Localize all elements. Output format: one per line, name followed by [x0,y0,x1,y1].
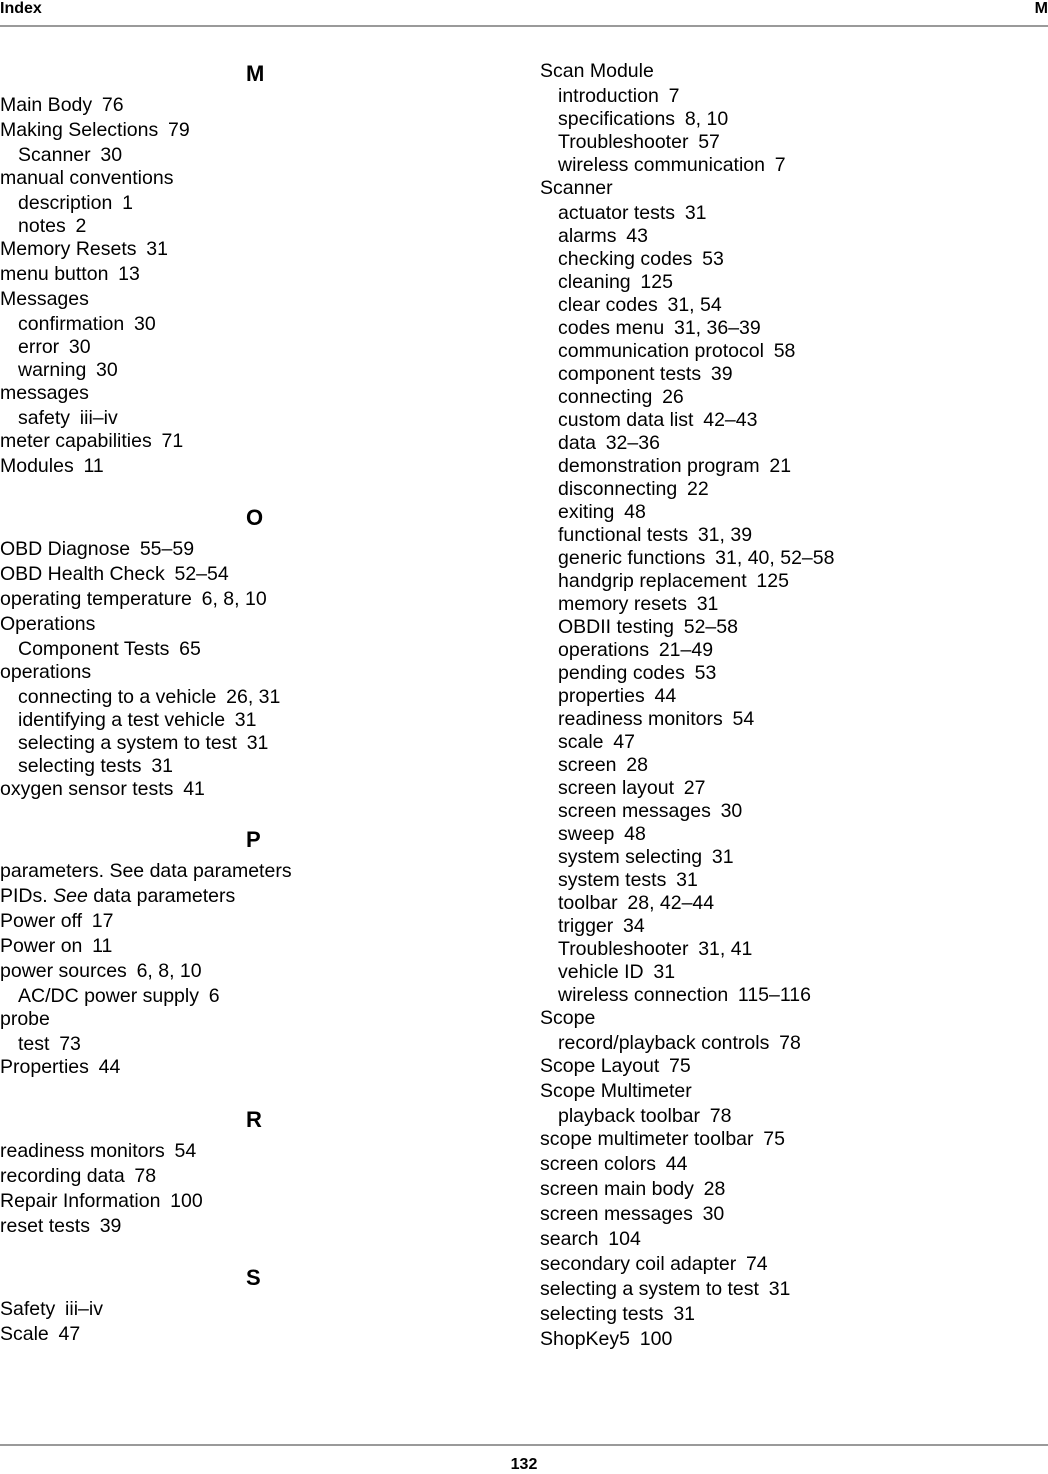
section-letter: O [246,505,264,530]
entry-pages: 75 [669,1055,691,1077]
entry-term: operations [558,639,650,661]
entry-term: introduction [558,85,659,107]
entry-pages: 48 [624,501,646,523]
index-subentry [558,639,713,662]
entry-pages: 54 [174,1140,197,1162]
entry-term: disconnecting [558,478,678,500]
entry-pages: 75 [763,1128,785,1150]
entry-pages: 30 [702,1203,725,1225]
index-subentry [558,271,673,294]
entry-term: recording data [0,1165,125,1187]
entry-term: confirmation [18,313,125,335]
index-subentry [558,202,707,225]
entry-pages: 27 [683,777,706,799]
entry-pages: 11 [83,455,104,477]
entry-pages: iii–iv [65,1298,103,1320]
index-subentry [558,524,752,547]
footer-rule [0,1444,1048,1446]
entry-term: playback toolbar [558,1105,701,1127]
entry-term: actuator tests [558,202,676,224]
entry-term: connecting to a vehicle [18,686,217,708]
entry-term: Main Body [0,94,93,116]
entry-term: system tests [558,869,667,891]
entry-term: clear codes [558,294,658,316]
index-subentry [558,317,761,340]
index-entry [540,1303,695,1326]
entry-term: warning [18,359,87,381]
entry-term: secondary coil adapter [540,1253,737,1275]
entry-term: screen colors [540,1153,656,1175]
entry-pages: 78 [709,1105,732,1127]
index-subentry [558,708,754,731]
page-header-title: Index [0,0,42,17]
index-subentry [558,85,679,108]
see-reference: See [53,885,88,907]
entry-pages: 44 [98,1056,121,1078]
index-subentry [558,961,675,984]
entry-term: screen [558,754,617,776]
entry-pages: 74 [745,1253,768,1275]
index-subentry [558,432,660,455]
index-entry [540,1055,691,1078]
entry-pages: 31 [768,1278,791,1300]
entry-pages: 31 [246,732,269,754]
entry-term: screen messages [558,800,711,822]
entry-pages: 30 [96,359,118,381]
index-subentry [558,501,646,524]
index-subentry [558,823,646,846]
entry-pages: 13 [118,263,140,285]
entry-pages: 100 [170,1190,203,1212]
entry-term: communication protocol [558,340,764,362]
entry-term: readiness monitors [558,708,723,730]
entry-term: properties [558,685,645,707]
index-subentry [558,662,716,685]
entry-term: custom data list [558,409,694,431]
entry-term: description [18,192,113,214]
entry-term: connecting [558,386,653,408]
index-subentry [558,616,738,639]
entry-pages: 55–59 [139,538,195,560]
entry-pages: 65 [179,638,201,660]
entry-term: OBD Health Check [0,563,165,585]
entry-pages: 31 [696,593,719,615]
entry-term: functional tests [558,524,689,546]
page-number: 132 [510,1456,538,1473]
entry-term: Component Tests [18,638,170,660]
entry-term: oxygen sensor tests [0,778,174,800]
entry-term: exiting [558,501,615,523]
entry-term: Properties [0,1056,89,1078]
entry-pages: 31, 40, 52–58 [715,547,835,569]
entry-pages: 73 [59,1033,81,1055]
entry-pages: 28, 42–44 [627,892,715,914]
entry-term: screen messages [540,1203,693,1225]
entry-term: screen main body [540,1178,694,1200]
entry-pages: 104 [608,1228,641,1250]
index-subentry [558,363,733,386]
entry-pages: 6, 8, 10 [136,960,202,982]
entry-pages: 7 [668,85,680,107]
entry-term: wireless communication [558,154,765,176]
entry-pages: 6 [208,985,220,1007]
index-subentry [558,915,645,938]
entry-pages: 28 [626,754,648,776]
entry-pages: 54 [732,708,755,730]
entry-term: notes [18,215,66,237]
index-entry [540,1278,790,1301]
entry-pages: 22 [687,478,709,500]
index-entry [540,1328,672,1351]
index-subentry [558,892,714,915]
entry-pages: 79 [168,119,190,141]
index-entry [540,1080,692,1103]
entry-term: selecting tests [18,755,142,777]
entry-pages: 7 [774,154,786,176]
entry-pages: 8, 10 [684,108,729,130]
entry-term: Scale [0,1323,49,1345]
entry-pages: 78 [134,1165,157,1187]
index-subentry [558,846,734,869]
entry-pages: 125 [640,271,673,293]
entry-term: Power on [0,935,83,957]
index-subentry [558,800,742,823]
entry-term: screen layout [558,777,674,799]
index-entry [540,1007,595,1030]
entry-term: identifying a test vehicle [18,709,226,731]
index-subentry [558,455,791,478]
entry-term: OBD Diagnose [0,538,131,560]
entry-pages: 31 [673,1303,696,1325]
entry-pages: 43 [626,225,648,247]
entry-pages: 31 [684,202,707,224]
section-letter: M [246,61,265,86]
entry-term: selecting tests [540,1303,664,1325]
entry-pages: 71 [161,430,184,452]
entry-term: demonstration program [558,455,760,477]
entry-term: error [18,336,60,358]
entry-pages: 31 [234,709,257,731]
entry-term: Troubleshooter [558,938,689,960]
entry-term: scale [558,731,604,753]
entry-pages: 44 [654,685,677,707]
entry-term: readiness monitors [0,1140,165,1162]
index-subentry [558,340,795,363]
entry-term: test [18,1033,50,1055]
entry-pages: 53 [694,662,717,684]
entry-pages: 39 [710,363,733,385]
index-subentry [558,547,834,570]
index-subentry [558,731,635,754]
see-target: data parameters [93,885,236,907]
entry-pages: 52–54 [174,563,229,585]
entry-term: generic functions [558,547,706,569]
index-entry [540,1228,641,1251]
entry-term: wireless connection [558,984,729,1006]
index-subentry [558,685,676,708]
index-entry [540,1203,724,1226]
entry-term: Scope Multimeter [540,1080,692,1102]
entry-pages: 31, 39 [697,524,753,546]
entry-term: search [540,1228,599,1250]
entry-term: record/playback controls [558,1032,770,1054]
section-letter: S [246,1265,261,1290]
index-subentry [558,1105,731,1128]
entry-pages: 31 [711,846,734,868]
entry-term: trigger [558,915,614,937]
entry-term: Scanner [18,144,91,166]
entry-term: codes menu [558,317,665,339]
index-subentry [558,869,698,892]
entry-pages: 26 [662,386,684,408]
entry-term: pending codes [558,662,685,684]
entry-term: Operations [0,613,96,635]
entry-term: Scan Module [540,60,654,82]
index-subentry [558,777,705,800]
entry-term: memory resets [558,593,687,615]
entry-term: Scope Layout [540,1055,660,1077]
entry-pages: 57 [698,131,720,153]
entry-pages: 11 [92,935,113,957]
index-subentry [558,108,728,131]
entry-term: Scope [540,1007,596,1029]
index-subentry [558,570,789,593]
entry-pages: iii–iv [79,407,118,429]
section-letter: P [246,827,261,852]
entry-term: toolbar [558,892,618,914]
entry-term: handgrip replacement [558,570,747,592]
index-subentry [558,225,648,248]
index-subentry [558,409,757,432]
entry-pages: 21–49 [658,639,714,661]
entry-term: alarms [558,225,617,247]
entry-term: Modules [0,455,74,477]
entry-pages: 1 [122,192,133,214]
entry-pages: 34 [623,915,645,937]
entry-pages: 31 [653,961,676,983]
entry-pages: 26, 31 [226,686,281,708]
entry-pages: 21 [769,455,792,477]
index-subentry [558,154,786,177]
entry-pages: 41 [183,778,205,800]
entry-pages: 47 [613,731,635,753]
entry-pages: 2 [75,215,87,237]
entry-term: messages [0,382,89,404]
entry-term: scope multimeter toolbar [540,1128,754,1150]
entry-pages: 42–43 [703,409,758,431]
entry-pages: 52–58 [683,616,738,638]
entry-term: Power off [0,910,83,932]
index-subentry [558,131,720,154]
entry-term: selecting a system to test [540,1278,759,1300]
entry-term: power sources [0,960,127,982]
entry-pages: 30 [133,313,156,335]
entry-pages: 31 [151,755,174,777]
index-entry [540,1153,687,1176]
entry-pages: 31 [146,238,168,260]
entry-term: Scanner [540,177,613,199]
entry-term: PIDs. [0,885,48,907]
index-subentry [558,294,722,317]
entry-pages: 30 [720,800,743,822]
entry-term: system selecting [558,846,703,868]
index-subentry [558,938,752,961]
entry-term: operating temperature [0,588,192,610]
entry-term: Repair Information [0,1190,161,1212]
entry-pages: 30 [68,336,91,358]
entry-pages: 28 [703,1178,726,1200]
entry-pages: 6, 8, 10 [201,588,267,610]
index-subentry [558,478,709,501]
entry-pages: 39 [99,1215,122,1237]
entry-pages: 44 [665,1153,688,1175]
entry-term: cleaning [558,271,631,293]
entry-pages: 31 [676,869,698,891]
index-subentry [558,754,648,777]
entry-pages: 48 [624,823,646,845]
entry-term: reset tests [0,1215,90,1237]
entry-term: Safety [0,1298,56,1320]
entry-term: meter capabilities [0,430,152,452]
index-entry [540,1253,768,1276]
entry-pages: 100 [639,1328,673,1350]
entry-pages: 31, 54 [667,294,722,316]
entry-term: ShopKey5 [540,1328,630,1350]
section-letter: R [246,1107,262,1132]
index-subentry [558,248,724,271]
entry-pages: 53 [702,248,724,270]
entry-pages: 32–36 [605,432,660,454]
entry-term: manual conventions [0,167,174,189]
entry-pages: 115–116 [737,984,811,1006]
entry-term: OBDII testing [558,616,674,638]
entry-pages: 47 [58,1323,81,1345]
index-entry [540,177,613,200]
entry-term: AC/DC power supply [18,985,199,1007]
entry-pages: 30 [100,144,123,166]
entry-pages: 125 [756,570,789,592]
entry-term: specifications [558,108,676,130]
entry-term: Troubleshooter [558,131,689,153]
index-subentry [558,1032,801,1055]
entry-term: data [558,432,596,454]
entry-term: Messages [0,288,89,310]
entry-term: parameters. See data parameters [0,860,292,882]
index-subentry [558,984,811,1007]
entry-term: operations [0,661,92,683]
page-header-letter: M [1034,0,1048,17]
entry-pages: 17 [91,910,114,932]
entry-pages: 58 [773,340,796,362]
entry-term: safety [18,407,71,429]
entry-term: menu button [0,263,109,285]
entry-term: component tests [558,363,702,385]
index-subentry [558,386,684,409]
entry-pages: 31, 36–39 [673,317,761,339]
entry-term: Memory Resets [0,238,137,260]
index-entry [540,60,654,83]
entry-pages: 31, 41 [698,938,753,960]
index-entry [540,1178,725,1201]
entry-pages: 78 [779,1032,801,1054]
entry-term: vehicle ID [558,961,644,983]
entry-term: Making Selections [0,119,159,141]
entry-term: probe [0,1008,50,1030]
index-subentry [558,593,718,616]
index-entry [540,1128,785,1151]
entry-term: checking codes [558,248,693,270]
entry-term: sweep [558,823,615,845]
entry-term: selecting a system to test [18,732,237,754]
entry-pages: 76 [101,94,124,116]
